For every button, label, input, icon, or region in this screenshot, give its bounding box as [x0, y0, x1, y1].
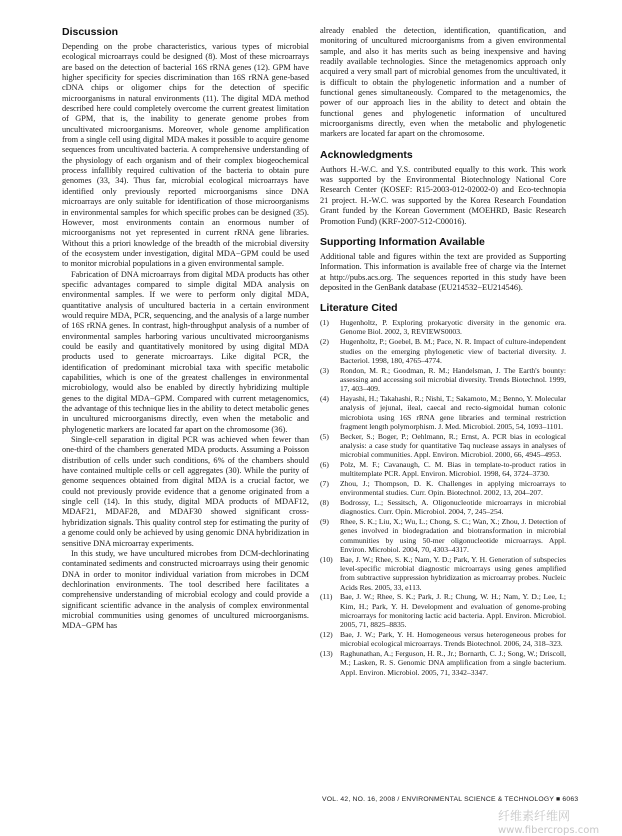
- left-column: [62, 26, 309, 632]
- reference-item: [320, 394, 566, 431]
- reference-text: Hugenholtz, P.; Goebel, B. M.; Pace, N. R. Impact of culture-independent studies on the emerging phylogenetic view of bacterial diversity. J. Bacteriol. 1998, 180, 4765–4774.: [340, 337, 566, 365]
- reference-number: (12): [320, 630, 333, 639]
- page-footer: VOL. 42, NO. 16, 2008 / ENVIRONMENTAL SCIENCE & TECHNOLOGY ■ 6063: [322, 796, 579, 803]
- reference-number: (2): [320, 337, 329, 347]
- supporting-info-heading: Supporting Information Available: [320, 235, 485, 248]
- discussion-heading: Discussion: [62, 26, 119, 38]
- reference-item: [320, 460, 566, 479]
- reference-item: [320, 366, 566, 394]
- reference-number: (4): [320, 394, 329, 403]
- reference-item: [320, 630, 566, 649]
- reference-text: Rondon, M. R.; Goodman, R. M.; Handelsman, J. The Earth's bounty: assessing and accessing soil microbial diversity. Trends Biotechnol. 1999, 17, 403–409.: [340, 365, 566, 394]
- reference-text: Bodrossy, L.; Sessitsch, A. Oligonucleotide microarrays in microbial diagnostics. Curr. Opin. Microbiol. 2004, 7, 245–254.: [340, 498, 566, 517]
- reference-number: (9): [320, 517, 329, 527]
- acknowledgments-text: Authors H.-W.C. and Y.S. contributed equally to this work. This work was supported by the Environmental Biotechnology National Core Research Center (KOSEF: R15-2003-012-02002-0) and Eco-technopia 21 project. H.-W.C. was supported by the Korea Research Foundation Grant funded by the Korean Government (MOEHRD, Basic Research Promotion Fund) (KRF-2007-512-C00016).: [320, 164, 566, 226]
- reference-list: [320, 318, 566, 677]
- reference-number: (6): [320, 459, 329, 469]
- reference-text: Raghunathan, A.; Ferguson, H. R., Jr.; Bornarth, C. J.; Song, W.; Driscoll, M.; Lasken, R. S. Genomic DNA amplification from a single bacterium. Appl. Environ. Microbiol. 2005, 71, 3342–3347.: [340, 649, 566, 677]
- reference-text: Zhou, J.; Thompson, D. K. Challenges in applying microarrays to environmental studies. Curr. Opin. Biotechnol. 2002, 13, 204–207.: [340, 479, 566, 498]
- reference-item: [320, 337, 566, 365]
- reference-item: [320, 318, 566, 337]
- reference-text: Becker, S.; Boger, P.; Oehlmann, R.; Ernst, A. PCR bias in ecological analysis: a case study for quantitative Taq nuclease assays in analyses of microbial communities. Appl. Environ. Microbiol. 2000, 66, 4945–4953.: [340, 431, 566, 460]
- reference-text: Polz, M. F.; Cavanaugh, C. M. Bias in template-to-product ratios in multitemplate PCR. Appl. Environ. Microbiol. 1998, 64, 3724–3730.: [340, 459, 566, 479]
- reference-number: (5): [320, 431, 329, 441]
- reference-number: (11): [320, 592, 333, 602]
- reference-number: (13): [320, 649, 333, 659]
- reference-item: [320, 517, 566, 554]
- reference-item: [320, 592, 566, 629]
- watermark-text: 纤维素纤维网: [498, 809, 571, 823]
- reference-text: Hugenholtz, P. Exploring prokaryotic diversity in the genomic era. Genome Biol. 2002, 3, REVIEWS0003.: [340, 318, 566, 337]
- literature-cited-heading: Literature Cited: [320, 302, 398, 315]
- reference-text: Hayashi, H.; Takahashi, R.; Nishi, T.; Sakamoto, M.; Benno, Y. Molecular analysis of jejunal, ileal, caecal and recto-sigmoidal human colonic microbiota using 16S rRNA gene libraries and terminal restriction fragment length polymorphism. J. Med. Microbiol. 2005, 54, 1093–1101.: [340, 394, 566, 431]
- discussion-paragraph-3: Single-cell separation in digital PCR was achieved when fewer than one-third of the chambers generated MDA products. Assuming a Poisson distribution of cells under such conditions, 6% of the chambers should have contained multiple cells or cell aggregates (30). While the purity of genome sequences obtained from digital MDA is a crucial factor, we could not previously provide evidence that a genome originated from a single cell (14). In this study, digital MDA products of MDAF12, MDAF21, MDAF28, and MDAF30 showed significant cross-hybridization signals. This quality control step for estimating the purity of a genome could only be achieved by using genomic DNA hybridization in sensitive DNA microarray experiments.: [62, 435, 309, 548]
- reference-item: [320, 432, 566, 460]
- discussion-paragraph-2: Fabrication of DNA microarrays from digital MDA products has other specific advantages compared to simple digital MDA analysis on environmental samples. If we were to perform only digital MDA, quantitative analysis of uncultured bacteria in a certain environment would require MDA, PCR, sequencing, and the analysis of a large number of 16S rRNA genes. In contrast, high-throughput analysis of a number of environmental samples harboring various uncultivated microorganisms could be easily and quantitatively monitored by using digital MDA products used to generate microarrays. Like digital PCR, the identification of predominant microbial taxa with specific metabolic capabilities, which is one of the greatest challenges in environmental microbiology, would also be enabled by directly hybridizing multiple genes to the digital MDA−GPM. Compared with current metagenomics, the advantage of this technique lies in the ability to detect metabolic genes in uncultured microorganisms directly, even when the metabolic and phylogenetic markers are located far apart on the chromosome (36).: [62, 269, 309, 434]
- reference-item: [320, 555, 566, 592]
- reference-item: [320, 649, 566, 677]
- watermark: [498, 807, 599, 836]
- reference-item: [320, 479, 566, 498]
- reference-number: (1): [320, 318, 329, 328]
- discussion-paragraph-1: Depending on the probe characteristics, various types of microbial ecological microarrays could be designed (8). Most of these microarrays are based on the detection of bacterial 16S rRNA genes (12). GPM have higher specificity for species discrimination than 16S rRNA gene-based cDNA chips or oligomer chips for the detection of specific microorganisms in natural environments (11). The digital MDA method described here could completely overcome the current greatest limitation of GPM, that is, the inability to generate genome probes from uncultivated microorganisms. Moreover, whole genome amplification from a single cell using digital MDA makes it possible to acquire genome sequences from uncultivated bacteria. A comprehensive understanding of the physiology of each organism and of their complex biogeochemical process infallibly required cultivation of the bacteria to obtain pure genomes (33, 34). Thus far, microbial ecological microarrays have identified only previously reported microorganisms since DNA microarrays are only suitable for identification of those microorganisms in environmental samples for which specific probes can be designed (35). However, most environments contain an enormous number of microorganisms not yet represented in current rRNA gene libraries. Without this a priori knowledge of the breadth of the microbial diversity of the ecosystem under investigation, digital MDA−GPM could be used to monitor microbial populations in a given environmental sample.: [62, 42, 309, 269]
- right-column: [320, 26, 566, 677]
- discussion-continuation: already enabled the detection, identification, quantification, and monitoring of uncultured microorganisms from a given environmental sample, and also it has merits such as being inexpensive and having readily available technologies. Since the metagenomics approach only acquired a very small part of microbial genomes from the uncultivated, it is difficult to obtain the phylogenetic information and a number of functional genes simultaneously. Compared to the metagenomics, the power of our approach lies in the ability to detect and obtain the functional genes and phylogenetic information of uncultured microorganisms directly, even when the metabolic and phylogenetic markers are located far apart on the chromosome.: [320, 26, 566, 139]
- reference-number: (3): [320, 365, 329, 375]
- supporting-info-text: Additional table and figures within the text are provided as Supporting Information. This information is available free of charge via the Internet at http://pubs.acs.org. The sequences reported in this study have been deposited in the GenBank database (EU214532−EU214546).: [320, 251, 566, 292]
- reference-item: [320, 498, 566, 517]
- reference-number: (10): [320, 554, 333, 564]
- reference-number: (7): [320, 479, 329, 489]
- acknowledgments-heading: Acknowledgments: [320, 148, 413, 161]
- discussion-paragraph-4: In this study, we have uncultured microbes from DCM-dechlorinating contaminated sediments and constructed microarrays using their genomic DNA in order to monitor individual variation from microbes in DCM dechlorination environments. The tool described here facilitates a comprehensive understanding of microbial ecology and could provide a significant scientific advance in the analysis of complex environmental microbial communities using genomes of uncultured microorganisms. MDA−GPM has: [62, 548, 309, 631]
- reference-text: Bae, J. W.; Rhee, S. K.; Nam, Y. D.; Park, Y. H. Generation of subspecies level-specific microbial diagnostic microarrays using genes amplified from subtractive suppression hybridization as microarray probes. Nucleic Acids Res. 2005, 33, e113.: [340, 554, 566, 592]
- reference-text: Bae, J. W.; Park, Y. H. Homogeneous versus heterogeneous probes for microbial ecological microarrays. Trends Biotechnol. 2006, 24, 318–323.: [340, 630, 566, 649]
- watermark-url: www.fibercrops.com: [498, 825, 600, 836]
- reference-number: (8): [320, 498, 329, 508]
- reference-text: Rhee, S. K.; Liu, X.; Wu, L.; Chong, S. C.; Wan, X.; Zhou, J. Detection of genes involved in biodegradation and biotransformation in microbial communities by using 50-mer oligonucleotide microarrays. Appl. Environ. Microbiol. 2004, 70, 4303–4317.: [340, 517, 566, 554]
- reference-text: Bae, J. W.; Rhee, S. K.; Park, J. R.; Chung, W. H.; Nam, Y. D.; Lee, I.; Kim, H.; Park, Y. H. Development and evaluation of genome-probing microarrays for monitoring lactic acid bacteria. Appl. Environ. Microbiol. 2005, 71, 8825–8835.: [340, 592, 566, 630]
